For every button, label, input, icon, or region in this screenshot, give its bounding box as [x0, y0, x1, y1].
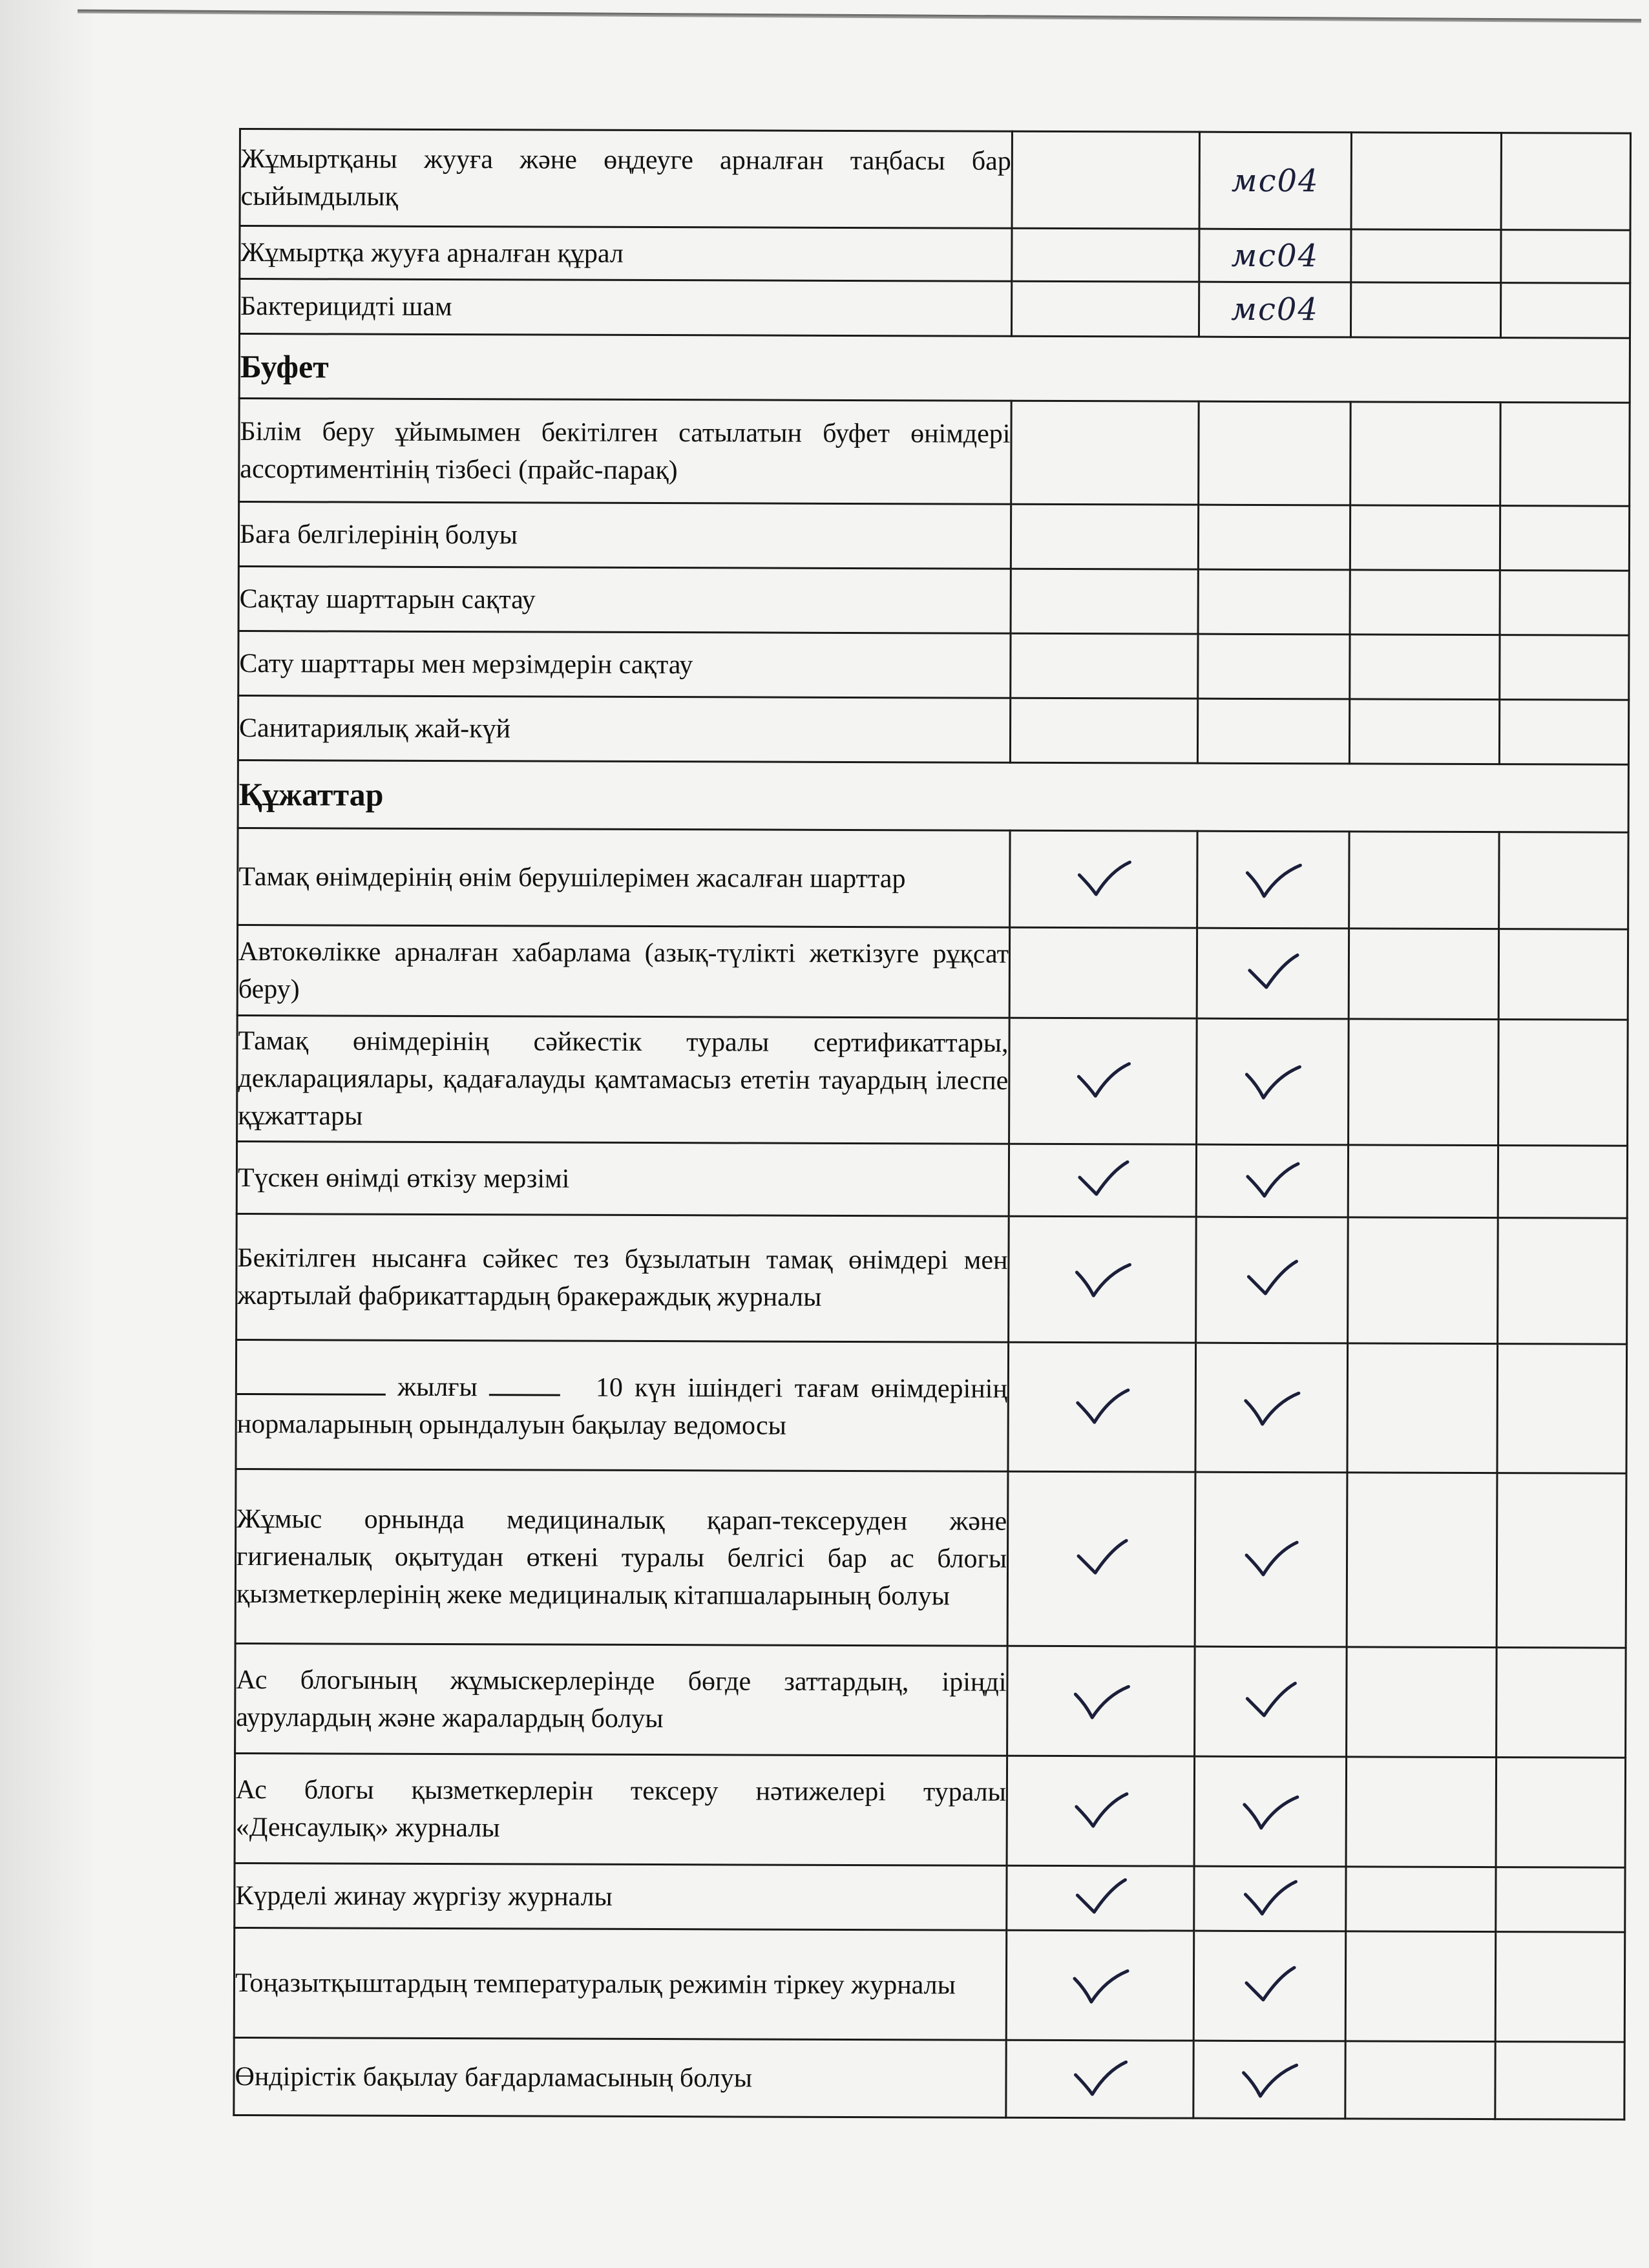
- mark-cell-col3: [1345, 1931, 1496, 2042]
- handwritten-check-icon: [1068, 1876, 1133, 1921]
- mark-cell-col3: [1350, 282, 1500, 338]
- mark-cell-extra: [1496, 1758, 1626, 1868]
- mark-cell-extra: [1497, 1648, 1626, 1758]
- mark-cell-col3: [1351, 229, 1501, 283]
- mark-cell-col1: [1011, 401, 1199, 505]
- handwritten-check-icon: [1240, 1059, 1305, 1104]
- section-title: Буфет: [239, 334, 1630, 403]
- page-edge-shadow: [0, 0, 97, 2268]
- handwritten-check-icon: [1237, 1963, 1302, 2008]
- mark-cell-extra: [1498, 929, 1628, 1020]
- checklist-row: [235, 1863, 1625, 1932]
- mark-cell-col1: [1010, 830, 1197, 928]
- mark-cell-col2: [1198, 634, 1350, 699]
- mark-cell-extra: [1497, 1473, 1626, 1648]
- mark-cell-col3: [1350, 635, 1500, 700]
- criterion-label: Тамақ өнімдерінің сәйкестік туралы сертификаттары, декларациялары, қадағалауды қамтамасыз ететін тауардың ілеспе құжаттары: [237, 1015, 1010, 1144]
- mark-cell-col2: [1193, 2041, 1345, 2119]
- mark-cell-extra: [1500, 635, 1629, 700]
- mark-cell-col1: [1006, 1930, 1194, 2041]
- checklist-row: [237, 1015, 1628, 1146]
- mark-cell-col2: [1195, 1646, 1347, 1757]
- handwritten-check-icon: [1067, 2057, 1132, 2102]
- criterion-label: Түскен өнімді өткізу мерзімі: [236, 1141, 1009, 1216]
- handwritten-check-icon: [1239, 1385, 1304, 1430]
- handwritten-check-icon: [1240, 1158, 1305, 1203]
- mark-cell-col2: [1194, 1866, 1346, 1931]
- mark-cell-extra: [1499, 700, 1628, 765]
- criterion-label: Бактерицидті шам: [239, 279, 1011, 337]
- mark-cell-col1: [1012, 131, 1199, 229]
- criterion-label: Тоңазытқыштардың температуралық режимін тіркеу журналы: [234, 1927, 1007, 2040]
- handwritten-note: мс04: [1231, 291, 1319, 328]
- criterion-label: Баға белгілерінің болуы: [238, 502, 1011, 569]
- criterion-label: Білім беру ұйымымен бекітілген сатылатын буфет өнімдері ассортиментінің тізбесі (прайс-парақ): [239, 399, 1011, 505]
- mark-cell-col2: [1199, 401, 1351, 505]
- mark-cell-extra: [1498, 1020, 1628, 1146]
- mark-cell-col2: [1199, 229, 1351, 282]
- mark-cell-col1: [1006, 2040, 1193, 2118]
- criterion-label: Жұмыртқа жууға арналған құрал: [240, 226, 1012, 282]
- handwritten-note: мс04: [1231, 237, 1319, 274]
- checklist-row: [236, 1213, 1628, 1344]
- mark-cell-col3: [1347, 1647, 1497, 1758]
- mark-cell-col3: [1349, 832, 1499, 929]
- mark-cell-col1: [1011, 504, 1198, 569]
- mark-cell-col1: [1011, 633, 1198, 698]
- checklist-row: [240, 129, 1630, 231]
- criterion-text-tail: 10 күн ішіндегі тағам өнімдерінің нормаларының орындалуын бақылау ведомосы: [236, 1372, 1007, 1441]
- mark-cell-extra: [1496, 1867, 1625, 1933]
- mark-cell-col1: [1012, 228, 1199, 282]
- handwritten-check-icon: [1070, 1158, 1135, 1203]
- checklist-row: [239, 399, 1630, 507]
- checklist-row: [236, 1339, 1627, 1473]
- mark-cell-col1: [1008, 1342, 1196, 1472]
- mark-cell-col1: [1011, 569, 1198, 634]
- criterion-label: Ас блогы қызметкерлерін тексеру нәтижелері туралы «Денсаулық» журналы: [235, 1753, 1007, 1865]
- checklist-row: [238, 567, 1629, 636]
- mark-cell-extra: [1497, 1344, 1627, 1474]
- inspection-checklist-table: [233, 128, 1632, 2121]
- criterion-label: Ас блогының жұмыскерлерінде бөгде заттардың, іріңді аурулардың және жаралардың болуы: [235, 1643, 1008, 1756]
- handwritten-check-icon: [1071, 857, 1136, 902]
- mark-cell-col2: [1196, 1144, 1348, 1217]
- handwritten-check-icon: [1237, 2057, 1301, 2102]
- criterion-text: жылғы: [385, 1372, 490, 1403]
- year-blank: [237, 1366, 386, 1396]
- checklist-row: [240, 226, 1630, 284]
- mark-cell-col3: [1349, 929, 1498, 1020]
- mark-cell-col2: [1198, 505, 1350, 570]
- checklist-row: [235, 1469, 1626, 1648]
- mark-cell-col1: [1009, 1018, 1197, 1144]
- mark-cell-col3: [1351, 132, 1501, 230]
- mark-cell-col2: [1199, 282, 1350, 337]
- scan-top-edge: [78, 10, 1641, 23]
- mark-cell-col1: [1007, 1756, 1195, 1866]
- mark-cell-extra: [1495, 1932, 1625, 2042]
- mark-cell-col2: [1196, 1217, 1349, 1343]
- checklist-row: [238, 828, 1628, 929]
- mark-cell-extra: [1499, 832, 1628, 930]
- mark-cell-col3: [1350, 570, 1500, 635]
- mark-cell-extra: [1501, 133, 1630, 231]
- mark-cell-extra: [1498, 1146, 1627, 1219]
- mark-cell-extra: [1500, 283, 1630, 339]
- mark-cell-extra: [1500, 403, 1630, 507]
- mark-cell-col3: [1348, 1217, 1498, 1344]
- handwritten-check-icon: [1071, 1058, 1135, 1104]
- checklist-row: [236, 1141, 1627, 1218]
- mark-cell-col3: [1346, 1867, 1496, 1932]
- mark-cell-col3: [1346, 1757, 1497, 1867]
- mark-cell-col2: [1197, 1018, 1349, 1145]
- checklist-row: [235, 1753, 1626, 1867]
- handwritten-check-icon: [1239, 1257, 1304, 1303]
- mark-cell-col3: [1345, 2041, 1495, 2119]
- handwritten-check-icon: [1069, 1385, 1134, 1430]
- criterion-label: Автокөлікке арналған хабарлама (азық-түлікті жеткізуге рұқсат беру): [237, 925, 1009, 1018]
- mark-cell-col2: [1198, 569, 1350, 635]
- section-header-row: [239, 334, 1630, 403]
- section-header-row: [238, 760, 1628, 832]
- criterion-label: Өндірістік бақылау бағдарламасының болуы: [234, 2037, 1006, 2117]
- criterion-label: Жұмыртқаны жууға және өңдеуге арналған таңбасы бар сыйымдылық: [240, 129, 1012, 229]
- mark-cell-col2: [1199, 132, 1351, 229]
- mark-cell-extra: [1495, 2042, 1624, 2120]
- mark-cell-col3: [1349, 699, 1499, 764]
- handwritten-check-icon: [1067, 1963, 1132, 2008]
- handwritten-check-icon: [1237, 1876, 1302, 1921]
- criterion-label: [236, 1339, 1009, 1471]
- handwritten-check-icon: [1238, 1789, 1303, 1834]
- mark-cell-extra: [1498, 1218, 1628, 1345]
- mark-cell-col3: [1347, 1343, 1498, 1473]
- month-blank: [489, 1367, 560, 1396]
- criterion-label: Тамақ өнімдерінің өнім берушілерімен жасалған шарттар: [238, 828, 1010, 927]
- checklist-row: [238, 696, 1628, 765]
- checklist-row: [239, 279, 1630, 339]
- criterion-label: Сақтау шарттарын сақтау: [238, 567, 1011, 634]
- criterion-label: Сату шарттары мен мерзімдерін сақтау: [238, 631, 1011, 698]
- mark-cell-col2: [1193, 1931, 1346, 2041]
- handwritten-check-icon: [1239, 1537, 1303, 1582]
- mark-cell-col1: [1009, 927, 1197, 1018]
- mark-cell-col2: [1197, 831, 1349, 929]
- mark-cell-col2: [1197, 698, 1349, 764]
- section-title: Құжаттар: [238, 760, 1628, 832]
- mark-cell-col2: [1194, 1756, 1347, 1867]
- handwritten-check-icon: [1238, 1679, 1303, 1724]
- mark-cell-col1: [1009, 1144, 1196, 1217]
- mark-cell-col1: [1007, 1865, 1194, 1931]
- criterion-label: Бекітілген нысанға сәйкес тез бұзылатын тамақ өнімдері мен жартылай фабрикаттардың бракераждық журналы: [236, 1213, 1009, 1342]
- criterion-label: Жұмыс орнында медициналық қарап-тексеруден және гигиеналық оқытудан өткені туралы белгісі бар ас блогы қызметкерлерінің жеке медициналық кітапшаларының болуы: [235, 1469, 1008, 1646]
- mark-cell-extra: [1500, 506, 1629, 571]
- criterion-label: Санитариялық жай-күй: [238, 696, 1010, 763]
- mark-cell-col2: [1195, 1472, 1347, 1647]
- handwritten-check-icon: [1241, 950, 1305, 996]
- checklist-row: [238, 631, 1629, 700]
- mark-cell-col1: [1009, 1216, 1197, 1343]
- handwritten-check-icon: [1069, 1679, 1133, 1724]
- mark-cell-col2: [1195, 1343, 1348, 1473]
- mark-cell-col2: [1197, 928, 1349, 1019]
- checklist-row: [234, 1927, 1625, 2042]
- mark-cell-col1: [1011, 281, 1199, 337]
- mark-cell-col1: [1007, 1646, 1195, 1756]
- mark-cell-col1: [1010, 698, 1197, 763]
- mark-cell-extra: [1501, 230, 1630, 284]
- mark-cell-col1: [1007, 1471, 1195, 1646]
- criterion-label: Күрделі жинау жүргізу журналы: [235, 1863, 1007, 1930]
- handwritten-check-icon: [1241, 857, 1305, 902]
- handwritten-check-icon: [1069, 1537, 1133, 1582]
- handwritten-check-icon: [1070, 1257, 1135, 1302]
- checklist-row: [238, 502, 1629, 571]
- checklist-row: [234, 2037, 1624, 2119]
- mark-cell-col3: [1348, 1145, 1498, 1218]
- checklist-row: [237, 925, 1628, 1020]
- mark-cell-col3: [1347, 1473, 1497, 1648]
- mark-cell-col3: [1350, 402, 1501, 506]
- checklist-row: [235, 1643, 1626, 1758]
- mark-cell-col3: [1350, 505, 1500, 571]
- handwritten-check-icon: [1068, 1789, 1133, 1834]
- mark-cell-extra: [1500, 571, 1629, 636]
- mark-cell-col3: [1349, 1019, 1499, 1146]
- handwritten-note: мс04: [1231, 162, 1319, 199]
